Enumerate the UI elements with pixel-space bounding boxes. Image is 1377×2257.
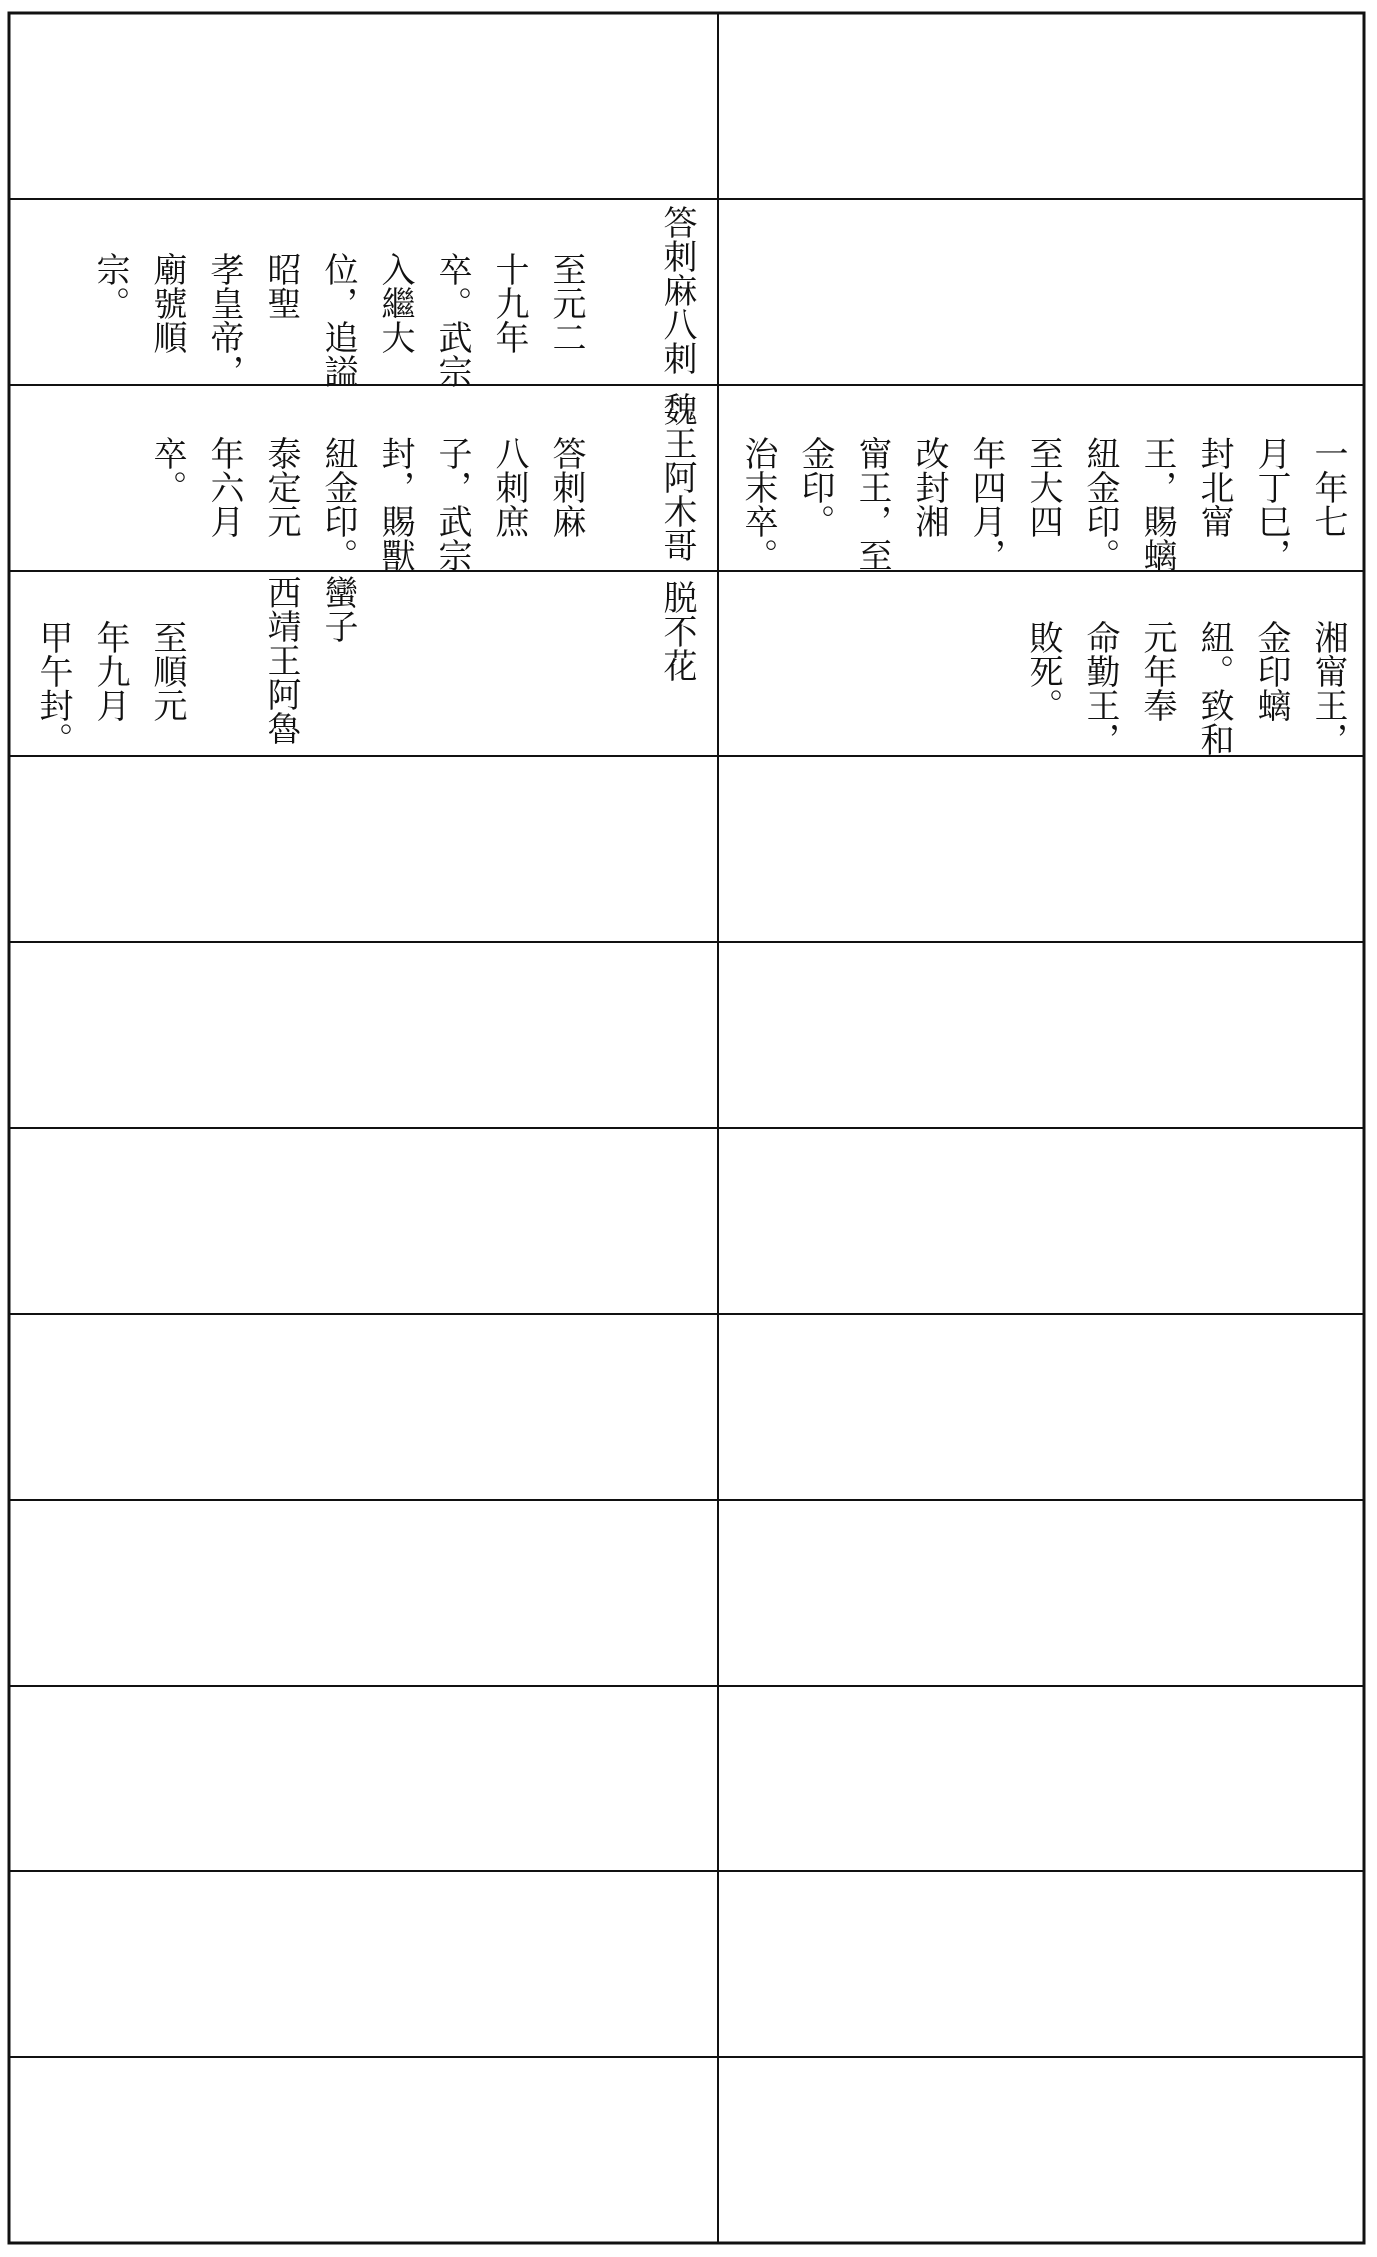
note-column: 王，賜螭 [1137,436,1177,572]
note-column: 至元二 [546,252,586,354]
sub-name: 蠻子 [318,575,358,643]
note-column: 元年奉 [1137,620,1177,722]
note-column: 位，追謚 [318,252,358,388]
note-column: 甲午封。 [33,620,73,756]
note-column: 八刺庶 [489,436,529,538]
note-column: 一年七 [1308,436,1348,538]
note-column: 湘甯王， [1308,620,1348,756]
note-column: 敗死。 [1023,620,1063,722]
note-column: 甯王，至 [852,436,892,572]
person-name: 脱不花 [657,580,697,682]
note-column: 卒。 [147,436,187,504]
note-column: 金印螭 [1251,620,1291,722]
note-column: 紐金印。 [318,436,358,572]
note-column: 子，武宗 [432,436,472,572]
note-column: 治末卒。 [738,436,778,572]
note-column: 命勤王， [1080,620,1120,756]
note-column: 至大四 [1023,436,1063,538]
note-column: 昭聖 [261,252,301,320]
note-column: 廟號順 [147,252,187,354]
note-column: 宗。 [90,252,130,320]
note-column: 金印。 [795,436,835,538]
note-column: 卒。武宗 [432,252,472,388]
note-column: 封，賜獸 [375,436,415,572]
note-column: 答刺麻 [546,436,586,538]
note-column: 月丁巳， [1251,436,1291,572]
note-column: 至順元 [147,620,187,722]
note-column: 孝皇帝， [204,252,244,388]
note-column: 年六月 [204,436,244,538]
note-column: 紐金印。 [1080,436,1120,572]
note-column: 年九月 [90,620,130,722]
note-column: 紐。致和 [1194,620,1234,756]
person-name: 魏王阿木哥 [657,392,697,562]
note-column: 封北甯 [1194,436,1234,538]
note-column: 改封湘 [909,436,949,538]
note-column: 十九年 [489,252,529,354]
note-column: 泰定元 [261,436,301,538]
note-column: 入繼大 [375,252,415,354]
sub-name: 西靖王阿魯 [261,575,301,745]
person-name: 答刺麻八刺 [657,205,697,375]
note-column: 年四月， [966,436,1006,572]
